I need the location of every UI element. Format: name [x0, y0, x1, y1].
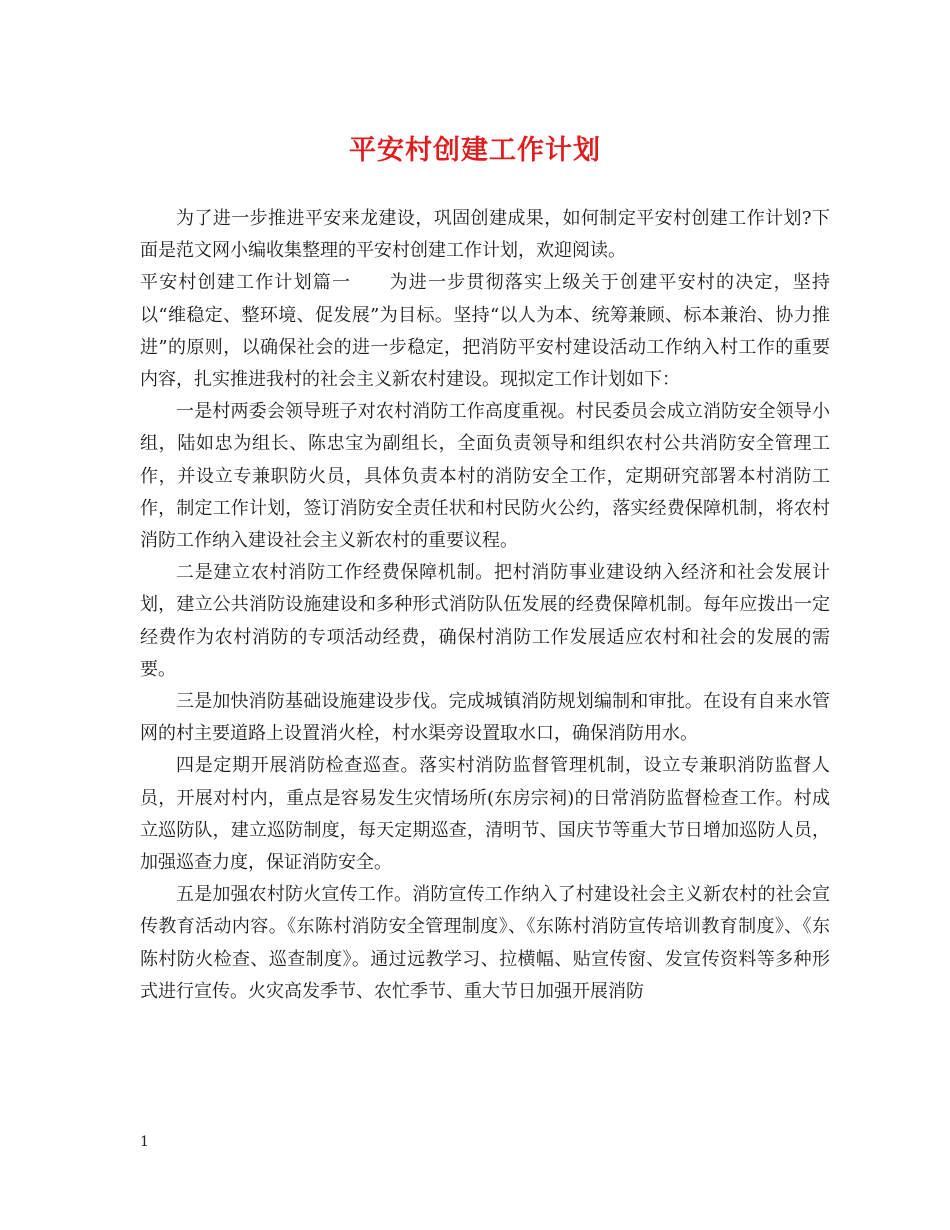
item-three-paragraph: 三是加快消防基础设施建设步伐。完成城镇消防规划编制和审批。在设有自来水管网的村主要道路上设置消火栓，村水渠旁设置取水口，确保消防用水。 [140, 691, 830, 745]
item-four-paragraph: 四是定期开展消防检查巡查。落实村消防监督管理机制，设立专兼职消防监督人员，开展对村内，重点是容易发生灾情场所(东房宗祠)的日常消防监督检查工作。村成立巡防队，建立巡防制度，每天定期巡查，清明节、国庆节等重大节日增加巡防人员，加强巡查力度，保证消防安全。 [140, 755, 830, 874]
item-two-paragraph: 二是建立农村消防工作经费保障机制。把村消防事业建设纳入经济和社会发展计划，建立公共消防设施建设和多种形式消防队伍发展的经费保障机制。每年应拨出一定经费作为农村消防的专项活动经费，确保村消防工作发展适应农村和社会的发展的需要。 [140, 562, 830, 680]
section-one-paragraph: 平安村创建工作计划篇一 为进一步贯彻落实上级关于创建平安村的决定，坚持以“维稳定、整环境、促发展”为目标。坚持“以人为本、统筹兼顾、标本兼治、协力推进”的原则，以确保社会的进一步稳定，把消防平安村建设活动工作纳入村工作的重要内容，扎实推进我村的社会主义新农村建设。现拟定工作计划如下： [140, 272, 830, 391]
document-body [140, 203, 830, 1008]
item-five-paragraph: 五是加强农村防火宣传工作。消防宣传工作纳入了村建设社会主义新农村的社会宣传教育活动内容。《东陈村消防安全管理制度》、《东陈村消防宣传培训教育制度》、《东陈村防火检查、巡查制度》。通过远教学习、拉横幅、贴宣传窗、发宣传资料等多种形式进行宣传。火灾高发季节、农忙季节、重大节日加强开展消防 [140, 884, 830, 1002]
document-title: 平安村创建工作计划 [349, 135, 601, 166]
page-number: 1 [140, 1134, 149, 1150]
intro-paragraph: 为了进一步推进平安来龙建设，巩固创建成果，如何制定平安村创建工作计划?下面是范文网小编收集整理的平安村创建工作计划，欢迎阅读。 [140, 208, 830, 262]
item-one-paragraph: 一是村两委会领导班子对农村消防工作高度重视。村民委员会成立消防安全领导小组，陆如忠为组长、陈忠宝为副组长，全面负责领导和组织农村公共消防安全管理工作，并设立专兼职防火员，具体负责本村的消防安全工作，定期研究部署本村消防工作，制定工作计划，签订消防安全责任状和村民防火公约，落实经费保障机制，将农村消防工作纳入建设社会主义新农村的重要议程。 [140, 401, 830, 552]
